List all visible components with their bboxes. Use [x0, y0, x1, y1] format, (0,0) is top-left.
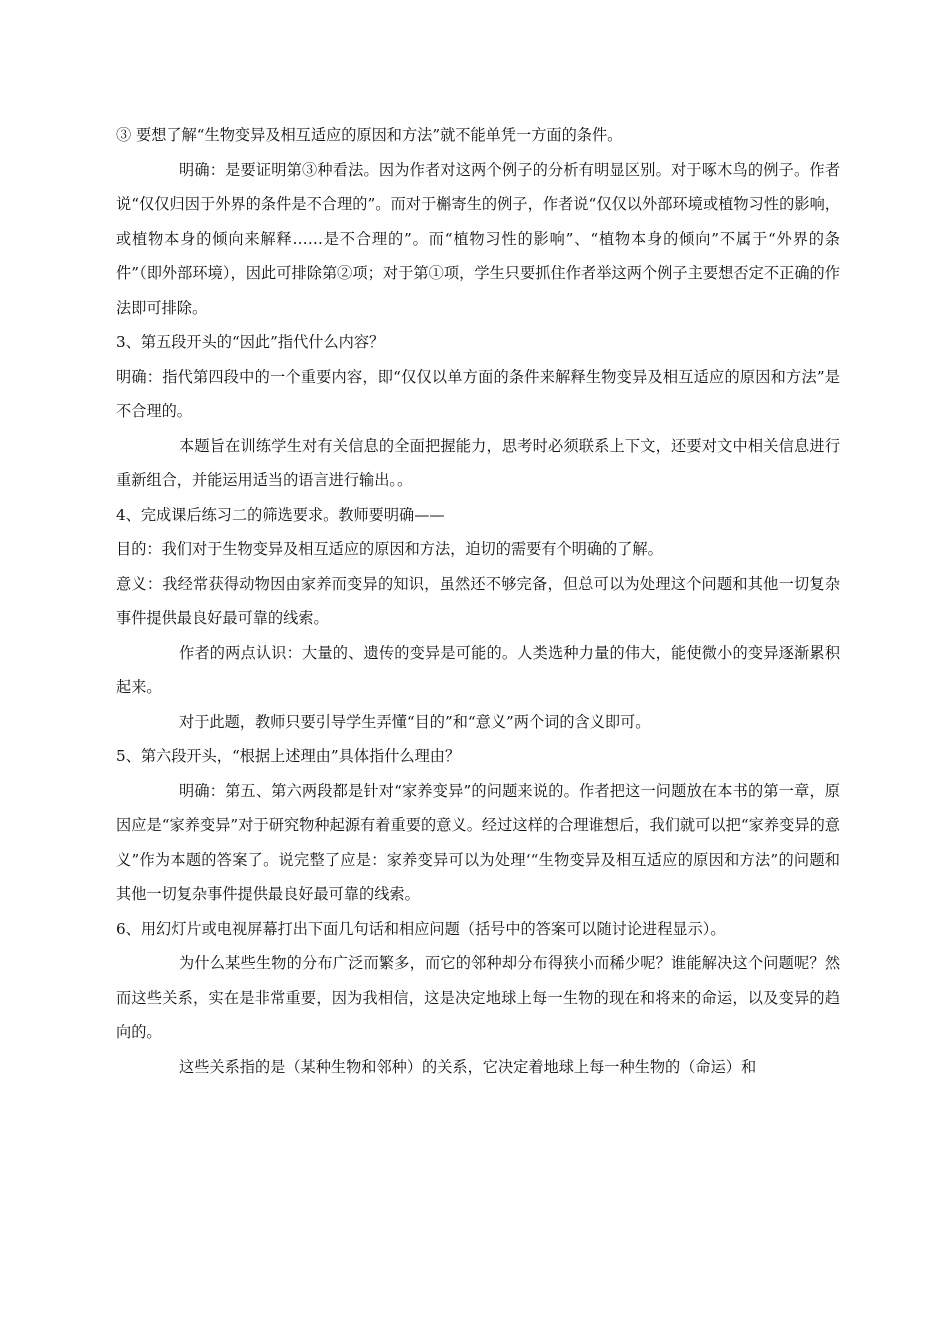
- question-5: 5、第六段开头，“根据上述理由”具体指什么理由？: [116, 747, 461, 765]
- answer-3: 明确：指代第四段中的一个重要内容，即“仅仅以单方面的条件来解释生物变异及相互适应的原因和方法”是不合理的。: [116, 367, 840, 420]
- answer-paragraph-2: 明确：是要证明第③种看法。因为作者对这两个例子的分析有明显区别。对于啄木鸟的例子。作者说“仅仅归因于外界的条件是不合理的”。而对于槲寄生的例子，作者说“仅仅以外部环境或植物习性的影响，或植物本身的倾向来解释……是不合理的”。而“植物习性的影响”、“植物本身的倾向”不属于“外界的条件”（即外部环境），因此可排除第②项；对于第①项，学生只要抓住作者举这两个例子主要想否定不正确的作法即可排除。: [116, 160, 840, 317]
- option-3-line: ③ 要想了解“生物变异及相互适应的原因和方法”就不能单凭一方面的条件。: [116, 126, 623, 144]
- note-4: 对于此题，教师只要引导学生弄懂“目的”和“意义”两个词的含义即可。: [179, 712, 651, 731]
- document-body: [116, 118, 840, 1084]
- question-3: 3、第五段开头的“因此”指代什么内容？: [116, 333, 385, 351]
- quote-paragraph: 为什么某些生物的分布广泛而繁多，而它的邻种却分布得狭小而稀少呢？谁能解决这个问题呢？然而这些关系，实在是非常重要，因为我相信，这是决定地球上每一生物的现在和将来的命运，以及变异的趋向的。: [116, 954, 840, 1041]
- purpose-line: 目的：我们对于生物变异及相互适应的原因和方法，迫切的需要有个明确的了解。: [116, 540, 663, 558]
- meaning-line: 意义：我经常获得动物因由家养而变异的知识，虽然还不够完备，但总可以为处理这个问题和其他一切复杂事件提供最良好最可靠的线索。: [116, 574, 840, 627]
- answer-5: 明确：第五、第六两段都是针对“家养变异”的问题来说的。作者把这一问题放在本书的第一章，原因应是“家养变异”对于研究物种起源有着重要的意义。经过这样的合理谁想后，我们就可以把“家养变异的意义”作为本题的答案了。说完整了应是：家养变异可以为处理‘“生物变异及相互适应的原因和方法”的问题和其他一切复杂事件提供最良好最可靠的线索。: [116, 781, 840, 903]
- question-4: 4、完成课后练习二的筛选要求。教师要明确——: [116, 505, 445, 524]
- note-3: 本题旨在训练学生对有关信息的全面把握能力，思考时必须联系上下文，还要对文中相关信息进行重新组合，并能运用适当的语言进行输出。。: [116, 436, 840, 489]
- author-views: 作者的两点认识：大量的、遗传的变异是可能的。人类选种力量的伟大，能使微小的变异逐渐累积起来。: [116, 643, 840, 696]
- relation-paragraph: 这些关系指的是（某种生物和邻种）的关系，它决定着地球上每一种生物的（命运）和: [179, 1057, 757, 1076]
- question-6: 6、用幻灯片或电视屏幕打出下面几句话和相应问题（括号中的答案可以随讨论进程显示）。: [116, 919, 726, 938]
